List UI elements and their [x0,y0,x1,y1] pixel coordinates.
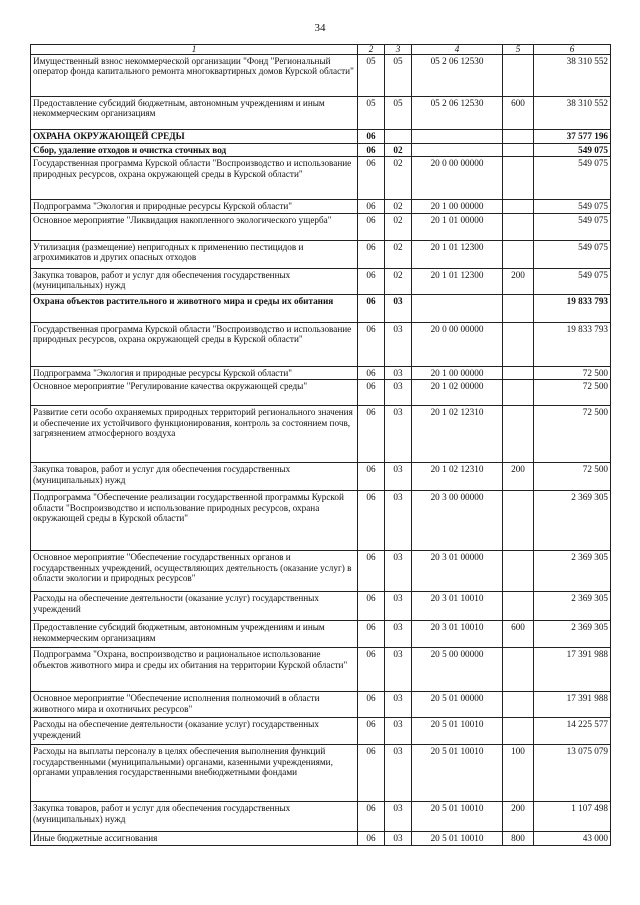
row-section-cell: 06 [358,692,385,718]
row-amount-cell: 549 075 [534,157,611,200]
row-target-item-cell: 20 1 01 00000 [412,213,503,240]
row-expense-type-cell [503,130,534,144]
row-subsection-cell: 02 [385,240,412,268]
row-name-cell: Подпрограмма "Обеспечение реализации государственной программы Курской области "Воспроизводство и использование природных ресурсов, охрана окружающей среды в Курской области" [31,491,358,551]
table-row [31,463,611,491]
row-target-item-cell: 20 1 02 00000 [412,380,503,406]
row-name-cell: Развитие сети особо охраняемых природных территорий регионального значения и обеспечение их устойчивого функционирования, контроль за состоянием почв, загрязнением атмосферного воздуха [31,406,358,463]
row-name-cell: Расходы на обеспечение деятельности (оказание услуг) государственных учреждений [31,718,358,745]
row-expense-type-cell [503,692,534,718]
row-section-cell: 05 [358,55,385,97]
row-target-item-cell: 20 5 00 00000 [412,648,503,692]
table-row [31,322,611,366]
row-amount-cell: 14 225 577 [534,718,611,745]
row-subsection-cell [385,130,412,144]
row-target-item-cell: 20 1 02 12310 [412,463,503,491]
row-subsection-cell: 03 [385,718,412,745]
row-subsection-cell: 02 [385,213,412,240]
row-target-item-cell [412,130,503,144]
row-expense-type-cell: 200 [503,268,534,294]
row-subsection-cell: 03 [385,322,412,366]
row-name-cell: Подпрограмма "Экология и природные ресурсы Курской области" [31,366,358,379]
row-target-item-cell: 20 5 01 10010 [412,832,503,845]
row-name-cell: Закупка товаров, работ и услуг для обеспечения государственных (муниципальных) нужд [31,463,358,491]
row-expense-type-cell: 100 [503,745,534,802]
row-subsection-cell: 03 [385,551,412,592]
row-expense-type-cell [503,406,534,463]
row-amount-cell: 1 107 498 [534,802,611,832]
row-amount-cell: 549 075 [534,240,611,268]
table-row [31,406,611,463]
row-name-cell: Подпрограмма "Экология и природные ресурсы Курской области" [31,200,358,213]
row-section-cell: 06 [358,322,385,366]
table-row [31,55,611,97]
table-row [31,130,611,144]
row-amount-cell: 38 310 552 [534,97,611,130]
row-subsection-cell: 03 [385,463,412,491]
row-name-cell: Сбор, удаление отходов и очистка сточных вод [31,144,358,157]
row-name-cell: ОХРАНА ОКРУЖАЮЩЕЙ СРЕДЫ [31,130,358,144]
row-subsection-cell: 02 [385,157,412,200]
row-section-cell: 06 [358,157,385,200]
row-section-cell: 06 [358,592,385,621]
table-row [31,213,611,240]
table-row [31,240,611,268]
row-subsection-cell: 03 [385,648,412,692]
row-name-cell: Государственная программа Курской области "Воспроизводство и использование природных ресурсов, охрана окружающей среды в Курской области" [31,157,358,200]
row-expense-type-cell [503,200,534,213]
table-row [31,551,611,592]
row-expense-type-cell: 200 [503,463,534,491]
row-subsection-cell: 02 [385,268,412,294]
row-expense-type-cell [503,491,534,551]
row-section-cell: 06 [358,718,385,745]
row-target-item-cell: 05 2 06 12530 [412,55,503,97]
row-expense-type-cell [503,294,534,322]
row-amount-cell: 549 075 [534,268,611,294]
row-amount-cell: 72 500 [534,366,611,379]
row-section-cell: 06 [358,130,385,144]
row-section-cell: 06 [358,802,385,832]
row-amount-cell: 2 369 305 [534,491,611,551]
row-amount-cell: 72 500 [534,463,611,491]
row-name-cell: Иные бюджетные ассигнования [31,832,358,845]
row-amount-cell: 72 500 [534,380,611,406]
row-section-cell: 06 [358,294,385,322]
row-subsection-cell: 03 [385,491,412,551]
page-number: 34 [314,22,326,34]
table-body [31,55,611,846]
row-section-cell: 06 [358,268,385,294]
row-name-cell: Имущественный взнос некоммерческой организации "Фонд "Региональный оператор фонда капитального ремонта многоквартирных домов Курской области" [31,55,358,97]
row-target-item-cell: 20 1 00 00000 [412,200,503,213]
table-row [31,692,611,718]
row-amount-cell: 2 369 305 [534,551,611,592]
header-cell-name: 1 [31,45,358,55]
table-row [31,97,611,130]
row-target-item-cell: 20 3 01 10010 [412,621,503,648]
row-section-cell: 06 [358,380,385,406]
row-target-item-cell [412,294,503,322]
row-name-cell: Основное мероприятие "Регулирование качества окружающей среды" [31,380,358,406]
row-amount-cell: 43 000 [534,832,611,845]
row-section-cell: 06 [358,144,385,157]
row-section-cell: 06 [358,213,385,240]
row-amount-cell: 19 833 793 [534,294,611,322]
row-section-cell: 06 [358,366,385,379]
row-amount-cell: 2 369 305 [534,621,611,648]
table-row [31,366,611,379]
row-expense-type-cell [503,592,534,621]
row-target-item-cell: 20 5 01 10010 [412,802,503,832]
row-subsection-cell: 05 [385,55,412,97]
row-name-cell: Утилизация (размещение) непригодных к применению пестицидов и агрохимикатов и других опасных отходов [31,240,358,268]
header-cell-subsection: 3 [385,45,412,55]
row-amount-cell: 13 075 079 [534,745,611,802]
row-target-item-cell: 20 5 01 10010 [412,718,503,745]
row-target-item-cell: 20 1 01 12300 [412,240,503,268]
row-target-item-cell: 20 3 01 10010 [412,592,503,621]
row-name-cell: Основное мероприятие "Обеспечение исполнения полномочий в области животного мира и охотничьих ресурсов" [31,692,358,718]
table-row [31,491,611,551]
table-row [31,832,611,845]
row-expense-type-cell [503,718,534,745]
row-name-cell: Закупка товаров, работ и услуг для обеспечения государственных (муниципальных) нужд [31,268,358,294]
row-amount-cell: 72 500 [534,406,611,463]
row-expense-type-cell [503,551,534,592]
table-row [31,648,611,692]
row-section-cell: 06 [358,491,385,551]
row-target-item-cell: 20 5 01 00000 [412,692,503,718]
row-amount-cell: 549 075 [534,200,611,213]
row-subsection-cell: 03 [385,406,412,463]
table-row [31,144,611,157]
row-target-item-cell: 20 1 01 12300 [412,268,503,294]
row-subsection-cell: 03 [385,832,412,845]
row-target-item-cell: 20 3 01 00000 [412,551,503,592]
row-subsection-cell: 03 [385,802,412,832]
row-subsection-cell: 03 [385,294,412,322]
row-target-item-cell: 20 0 00 00000 [412,157,503,200]
table-row [31,621,611,648]
row-target-item-cell: 05 2 06 12530 [412,97,503,130]
table-row [31,380,611,406]
header-cell-target-item: 4 [412,45,503,55]
row-amount-cell: 38 310 552 [534,55,611,97]
table-row [31,294,611,322]
table-row [31,745,611,802]
header-cell-section: 2 [358,45,385,55]
row-section-cell: 06 [358,832,385,845]
row-name-cell: Основное мероприятие "Обеспечение государственных органов и государственных учреждений, осуществляющих деятельность (оказание услуг) в области экологии и природных ресурсов" [31,551,358,592]
row-expense-type-cell [503,144,534,157]
header-cell-expense-type: 5 [503,45,534,55]
header-cell-amount: 6 [534,45,611,55]
row-amount-cell: 549 075 [534,144,611,157]
row-target-item-cell: 20 0 00 00000 [412,322,503,366]
row-expense-type-cell [503,322,534,366]
row-section-cell: 06 [358,200,385,213]
row-target-item-cell: 20 5 01 10010 [412,745,503,802]
table-row [31,268,611,294]
row-expense-type-cell: 800 [503,832,534,845]
row-amount-cell: 17 391 988 [534,648,611,692]
row-amount-cell: 2 369 305 [534,592,611,621]
row-subsection-cell: 03 [385,380,412,406]
row-name-cell: Охрана объектов растительного и животного мира и среды их обитания [31,294,358,322]
row-expense-type-cell [503,157,534,200]
row-expense-type-cell: 200 [503,802,534,832]
row-subsection-cell: 03 [385,621,412,648]
row-expense-type-cell [503,380,534,406]
row-section-cell: 06 [358,463,385,491]
row-expense-type-cell [503,366,534,379]
table-header-row [31,45,611,55]
row-name-cell: Подпрограмма "Охрана, воспроизводство и рациональное использование объектов животного мира и среды их обитания на территории Курской области" [31,648,358,692]
budget-table [30,44,611,846]
row-target-item-cell: 20 3 00 00000 [412,491,503,551]
row-subsection-cell: 03 [385,745,412,802]
row-expense-type-cell [503,648,534,692]
table-row [31,718,611,745]
row-expense-type-cell: 600 [503,97,534,130]
row-subsection-cell: 03 [385,592,412,621]
row-section-cell: 06 [358,648,385,692]
table-row [31,592,611,621]
row-subsection-cell: 02 [385,144,412,157]
row-name-cell: Расходы на обеспечение деятельности (оказание услуг) государственных учреждений [31,592,358,621]
row-expense-type-cell [503,213,534,240]
row-amount-cell: 19 833 793 [534,322,611,366]
row-target-item-cell: 20 1 02 12310 [412,406,503,463]
row-amount-cell: 37 577 196 [534,130,611,144]
row-subsection-cell: 02 [385,200,412,213]
row-name-cell: Расходы на выплаты персоналу в целях обеспечения выполнения функций государственными (муниципальными) органами, казенными учреждениями, органами управления государственными внебюджетными фондами [31,745,358,802]
row-section-cell: 06 [358,406,385,463]
row-name-cell: Основное мероприятие "Ликвидация накопленного экологического ущерба" [31,213,358,240]
row-subsection-cell: 03 [385,366,412,379]
row-target-item-cell [412,144,503,157]
row-name-cell: Государственная программа Курской области "Воспроизводство и использование природных ресурсов, охрана окружающей среды в Курской области" [31,322,358,366]
row-expense-type-cell [503,240,534,268]
row-section-cell: 06 [358,745,385,802]
row-section-cell: 05 [358,97,385,130]
row-name-cell: Предоставление субсидий бюджетным, автономным учреждениям и иным некоммерческим организациям [31,97,358,130]
row-section-cell: 06 [358,240,385,268]
row-target-item-cell: 20 1 00 00000 [412,366,503,379]
table-row [31,157,611,200]
row-subsection-cell: 03 [385,692,412,718]
row-name-cell: Предоставление субсидий бюджетным, автономным учреждениям и иным некоммерческим организациям [31,621,358,648]
row-name-cell: Закупка товаров, работ и услуг для обеспечения государственных (муниципальных) нужд [31,802,358,832]
row-amount-cell: 17 391 988 [534,692,611,718]
row-subsection-cell: 05 [385,97,412,130]
row-section-cell: 06 [358,621,385,648]
table-row [31,802,611,832]
row-amount-cell: 549 075 [534,213,611,240]
row-expense-type-cell: 600 [503,621,534,648]
row-expense-type-cell [503,55,534,97]
row-section-cell: 06 [358,551,385,592]
table-row [31,200,611,213]
